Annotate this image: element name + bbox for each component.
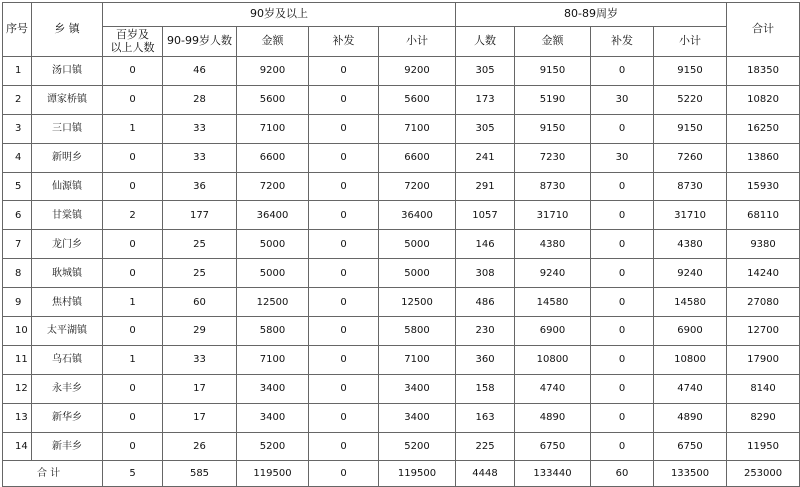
cell-town: 耿城镇 [32, 259, 103, 288]
cell-count-90-99: 60 [163, 288, 237, 317]
cell-amount-90: 7200 [237, 172, 309, 201]
cell-supplement-90: 0 [309, 288, 379, 317]
header-supplement-80: 补发 [591, 27, 654, 57]
cell-subtotal-90: 5000 [379, 230, 456, 259]
cell-supplement-90: 0 [309, 374, 379, 403]
cell-centenarians: 0 [103, 432, 163, 461]
totals-amount-80: 133440 [515, 461, 591, 487]
cell-people-80: 305 [456, 114, 515, 143]
table-row [3, 403, 800, 432]
cell-people-80: 158 [456, 374, 515, 403]
cell-amount-90: 3400 [237, 403, 309, 432]
cell-supplement-80: 0 [591, 114, 654, 143]
header-town: 乡 镇 [32, 3, 103, 57]
cell-subtotal-90: 7100 [379, 114, 456, 143]
cell-centenarians: 0 [103, 317, 163, 346]
header-centenarians-line2: 以上人数 [110, 40, 155, 54]
table-body [3, 57, 800, 461]
cell-total: 15930 [727, 172, 800, 201]
cell-count-90-99: 33 [163, 143, 237, 172]
cell-amount-80: 8730 [515, 172, 591, 201]
cell-supplement-80: 0 [591, 230, 654, 259]
cell-people-80: 305 [456, 57, 515, 86]
cell-subtotal-90: 7100 [379, 345, 456, 374]
table-row [3, 143, 800, 172]
cell-amount-80: 4890 [515, 403, 591, 432]
cell-subtotal-90: 5000 [379, 259, 456, 288]
cell-amount-80: 9150 [515, 114, 591, 143]
totals-subtotal-90: 119500 [379, 461, 456, 487]
cell-centenarians: 0 [103, 57, 163, 86]
cell-supplement-80: 30 [591, 143, 654, 172]
cell-amount-90: 5800 [237, 317, 309, 346]
cell-supplement-90: 0 [309, 85, 379, 114]
cell-subtotal-90: 5200 [379, 432, 456, 461]
cell-seq: 4 [3, 143, 32, 172]
cell-town: 新明乡 [32, 143, 103, 172]
cell-seq: 9 [3, 288, 32, 317]
cell-people-80: 486 [456, 288, 515, 317]
cell-centenarians: 0 [103, 230, 163, 259]
cell-total: 9380 [727, 230, 800, 259]
cell-people-80: 360 [456, 345, 515, 374]
cell-seq: 11 [3, 345, 32, 374]
cell-people-80: 225 [456, 432, 515, 461]
cell-people-80: 291 [456, 172, 515, 201]
table-row [3, 114, 800, 143]
cell-centenarians: 0 [103, 403, 163, 432]
cell-centenarians: 1 [103, 114, 163, 143]
cell-seq: 14 [3, 432, 32, 461]
cell-town: 谭家桥镇 [32, 85, 103, 114]
cell-seq: 2 [3, 85, 32, 114]
cell-supplement-90: 0 [309, 230, 379, 259]
totals-subtotal-80: 133500 [654, 461, 727, 487]
header-amount-80: 金额 [515, 27, 591, 57]
table-row [3, 201, 800, 230]
cell-count-90-99: 29 [163, 317, 237, 346]
cell-total: 8140 [727, 374, 800, 403]
cell-seq: 3 [3, 114, 32, 143]
cell-centenarians: 0 [103, 85, 163, 114]
cell-subtotal-80: 9150 [654, 57, 727, 86]
cell-amount-80: 4380 [515, 230, 591, 259]
cell-subtotal-80: 9240 [654, 259, 727, 288]
cell-count-90-99: 33 [163, 114, 237, 143]
cell-centenarians: 0 [103, 172, 163, 201]
cell-total: 68110 [727, 201, 800, 230]
cell-town: 甘棠镇 [32, 201, 103, 230]
header-row-sub [3, 27, 800, 57]
cell-total: 11950 [727, 432, 800, 461]
header-seq: 序号 [3, 3, 32, 57]
cell-subtotal-80: 8730 [654, 172, 727, 201]
cell-total: 12700 [727, 317, 800, 346]
cell-amount-90: 5000 [237, 259, 309, 288]
totals-label: 合 计 [3, 461, 103, 487]
cell-subtotal-90: 5600 [379, 85, 456, 114]
cell-supplement-90: 0 [309, 57, 379, 86]
cell-total: 17900 [727, 345, 800, 374]
header-row-top [3, 3, 800, 27]
header-subtotal-90: 小计 [379, 27, 456, 57]
cell-total: 13860 [727, 143, 800, 172]
cell-supplement-90: 0 [309, 114, 379, 143]
cell-total: 8290 [727, 403, 800, 432]
table-row [3, 85, 800, 114]
cell-count-90-99: 28 [163, 85, 237, 114]
cell-seq: 13 [3, 403, 32, 432]
cell-people-80: 1057 [456, 201, 515, 230]
cell-supplement-90: 0 [309, 201, 379, 230]
cell-amount-80: 9150 [515, 57, 591, 86]
cell-amount-90: 6600 [237, 143, 309, 172]
cell-centenarians: 0 [103, 259, 163, 288]
cell-seq: 12 [3, 374, 32, 403]
table-row [3, 288, 800, 317]
header-supplement-90: 补发 [309, 27, 379, 57]
cell-total: 18350 [727, 57, 800, 86]
cell-seq: 6 [3, 201, 32, 230]
cell-people-80: 173 [456, 85, 515, 114]
cell-subtotal-80: 9150 [654, 114, 727, 143]
cell-supplement-80: 0 [591, 57, 654, 86]
totals-supplement-90: 0 [309, 461, 379, 487]
cell-subtotal-90: 36400 [379, 201, 456, 230]
cell-centenarians: 1 [103, 345, 163, 374]
cell-supplement-80: 0 [591, 317, 654, 346]
totals-grand-total: 253000 [727, 461, 800, 487]
cell-seq: 8 [3, 259, 32, 288]
cell-centenarians: 0 [103, 374, 163, 403]
cell-subtotal-80: 31710 [654, 201, 727, 230]
cell-total: 27080 [727, 288, 800, 317]
cell-supplement-80: 0 [591, 288, 654, 317]
subsidy-table [2, 2, 800, 487]
cell-people-80: 308 [456, 259, 515, 288]
cell-count-90-99: 36 [163, 172, 237, 201]
cell-seq: 10 [3, 317, 32, 346]
totals-supplement-80: 60 [591, 461, 654, 487]
cell-amount-90: 7100 [237, 114, 309, 143]
cell-subtotal-80: 7260 [654, 143, 727, 172]
cell-total: 10820 [727, 85, 800, 114]
cell-town: 仙源镇 [32, 172, 103, 201]
cell-subtotal-80: 5220 [654, 85, 727, 114]
cell-supplement-80: 0 [591, 259, 654, 288]
header-amount-90: 金额 [237, 27, 309, 57]
cell-seq: 1 [3, 57, 32, 86]
cell-amount-90: 7100 [237, 345, 309, 374]
cell-centenarians: 2 [103, 201, 163, 230]
cell-people-80: 230 [456, 317, 515, 346]
cell-people-80: 163 [456, 403, 515, 432]
cell-subtotal-90: 5800 [379, 317, 456, 346]
cell-subtotal-90: 7200 [379, 172, 456, 201]
cell-supplement-80: 0 [591, 432, 654, 461]
cell-total: 16250 [727, 114, 800, 143]
cell-subtotal-90: 3400 [379, 403, 456, 432]
cell-subtotal-80: 10800 [654, 345, 727, 374]
cell-subtotal-80: 4890 [654, 403, 727, 432]
totals-amount-90: 119500 [237, 461, 309, 487]
cell-supplement-90: 0 [309, 432, 379, 461]
cell-amount-80: 31710 [515, 201, 591, 230]
header-centenarians-line1: 百岁及 [116, 28, 149, 42]
cell-amount-90: 9200 [237, 57, 309, 86]
table-row [3, 230, 800, 259]
cell-amount-80: 6750 [515, 432, 591, 461]
cell-supplement-80: 0 [591, 403, 654, 432]
table-row [3, 374, 800, 403]
header-group-90: 90岁及以上 [103, 3, 456, 27]
totals-row [3, 461, 800, 487]
cell-amount-80: 6900 [515, 317, 591, 346]
cell-supplement-80: 30 [591, 85, 654, 114]
table-row [3, 345, 800, 374]
cell-supplement-90: 0 [309, 403, 379, 432]
cell-count-90-99: 25 [163, 259, 237, 288]
table-row [3, 317, 800, 346]
cell-town: 龙门乡 [32, 230, 103, 259]
cell-amount-80: 9240 [515, 259, 591, 288]
cell-supplement-90: 0 [309, 259, 379, 288]
cell-town: 乌石镇 [32, 345, 103, 374]
cell-amount-80: 14580 [515, 288, 591, 317]
cell-total: 14240 [727, 259, 800, 288]
totals-centenarians: 5 [103, 461, 163, 487]
cell-supplement-90: 0 [309, 317, 379, 346]
cell-centenarians: 1 [103, 288, 163, 317]
cell-subtotal-90: 6600 [379, 143, 456, 172]
cell-town: 新华乡 [32, 403, 103, 432]
cell-amount-90: 5200 [237, 432, 309, 461]
header-count-90-99: 90-99岁人数 [163, 27, 237, 57]
table-row [3, 57, 800, 86]
table-row [3, 172, 800, 201]
cell-supplement-80: 0 [591, 201, 654, 230]
cell-amount-90: 3400 [237, 374, 309, 403]
cell-count-90-99: 46 [163, 57, 237, 86]
cell-seq: 7 [3, 230, 32, 259]
header-group-80: 80-89周岁 [456, 3, 727, 27]
cell-town: 永丰乡 [32, 374, 103, 403]
cell-subtotal-90: 9200 [379, 57, 456, 86]
header-people-80: 人数 [456, 27, 515, 57]
cell-people-80: 241 [456, 143, 515, 172]
header-centenarians [103, 27, 163, 57]
cell-town: 焦村镇 [32, 288, 103, 317]
totals-people-80: 4448 [456, 461, 515, 487]
cell-subtotal-80: 6750 [654, 432, 727, 461]
cell-subtotal-90: 3400 [379, 374, 456, 403]
cell-amount-90: 5000 [237, 230, 309, 259]
cell-town: 汤口镇 [32, 57, 103, 86]
cell-count-90-99: 17 [163, 374, 237, 403]
cell-count-90-99: 33 [163, 345, 237, 374]
cell-town: 新丰乡 [32, 432, 103, 461]
cell-count-90-99: 25 [163, 230, 237, 259]
cell-seq: 5 [3, 172, 32, 201]
cell-amount-90: 5600 [237, 85, 309, 114]
cell-supplement-80: 0 [591, 345, 654, 374]
cell-amount-90: 36400 [237, 201, 309, 230]
cell-supplement-80: 0 [591, 172, 654, 201]
cell-count-90-99: 17 [163, 403, 237, 432]
cell-subtotal-80: 4740 [654, 374, 727, 403]
cell-subtotal-80: 4380 [654, 230, 727, 259]
cell-subtotal-80: 6900 [654, 317, 727, 346]
cell-amount-80: 4740 [515, 374, 591, 403]
totals-count-90-99: 585 [163, 461, 237, 487]
table-row [3, 432, 800, 461]
cell-supplement-90: 0 [309, 143, 379, 172]
cell-subtotal-90: 12500 [379, 288, 456, 317]
cell-people-80: 146 [456, 230, 515, 259]
cell-amount-90: 12500 [237, 288, 309, 317]
cell-amount-80: 7230 [515, 143, 591, 172]
cell-supplement-90: 0 [309, 172, 379, 201]
cell-subtotal-80: 14580 [654, 288, 727, 317]
cell-count-90-99: 177 [163, 201, 237, 230]
table-row [3, 259, 800, 288]
cell-count-90-99: 26 [163, 432, 237, 461]
header-total: 合计 [727, 3, 800, 57]
cell-centenarians: 0 [103, 143, 163, 172]
cell-amount-80: 10800 [515, 345, 591, 374]
cell-supplement-90: 0 [309, 345, 379, 374]
cell-town: 三口镇 [32, 114, 103, 143]
header-subtotal-80: 小计 [654, 27, 727, 57]
cell-supplement-80: 0 [591, 374, 654, 403]
cell-town: 太平湖镇 [32, 317, 103, 346]
cell-amount-80: 5190 [515, 85, 591, 114]
